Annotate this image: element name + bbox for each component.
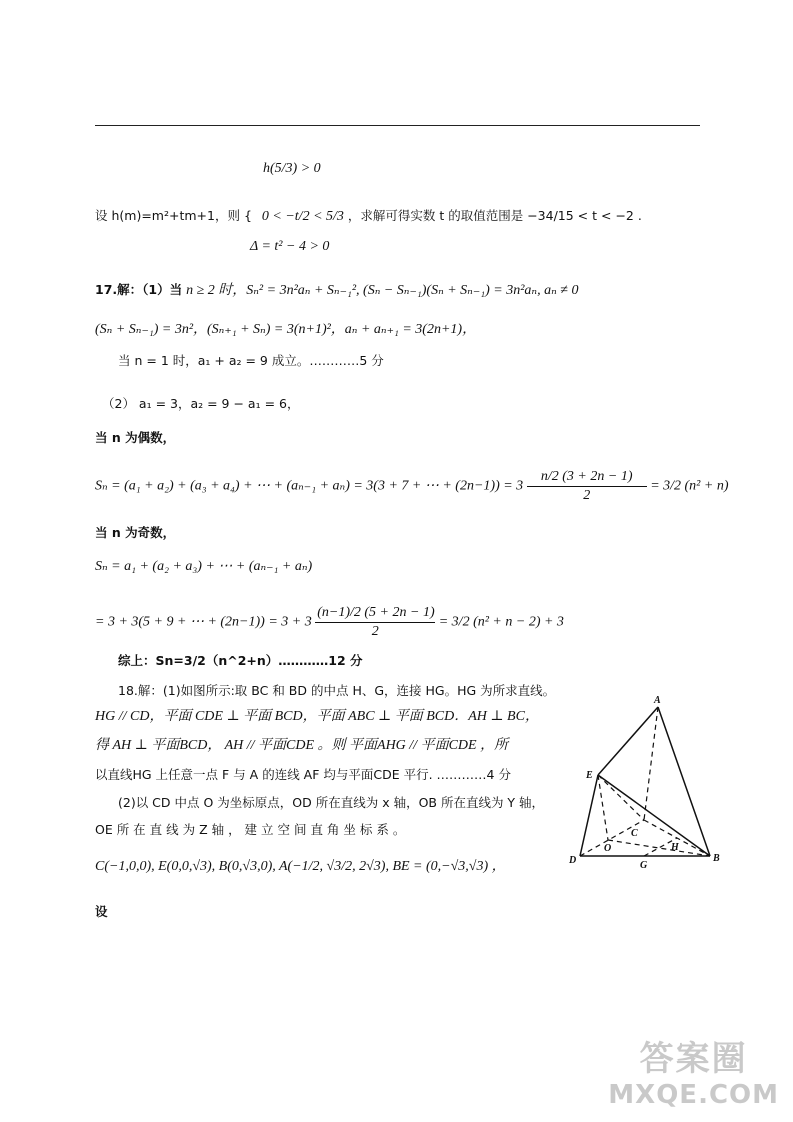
- text-range-ineq: 0 < −t/2 < 5/3: [261, 209, 344, 224]
- fraction-even: [527, 468, 647, 505]
- text-set-h: 设 h(m)=m²+tm+1，则 {: [95, 208, 252, 223]
- line-18-ah: 得 AH ⊥ 平面BCD， AH // 平面CDE 。则 平面AHG // 平面CDE ，所: [95, 738, 509, 753]
- line-18-coords: C(−1,0,0), E(0,0,√3), B(0,√3,0), A(−1/2, √3/2, 2√3), BE = (0,−√3,√3) ，: [95, 859, 506, 874]
- edge-EB: [598, 775, 710, 856]
- line-17-start: [95, 281, 578, 300]
- fraction-odd-num: (n−1)/2 (5 + 2n − 1): [315, 604, 435, 623]
- label-A: A: [654, 695, 661, 706]
- line-17-n1: 当 n = 1 时，a₁ + a₂ = 9 成立。…………5 分: [118, 353, 384, 368]
- heading-17: 17.解：（1）当: [95, 282, 183, 297]
- edge-AB: [658, 707, 710, 856]
- line-18-part2: (2)以 CD 中点 O 为坐标原点，OD 所在直线为 x 轴，OB 所在直线为 Y 轴，: [118, 795, 545, 810]
- label-O: O: [604, 843, 612, 854]
- line-discriminant: Δ = t² − 4 > 0: [250, 239, 330, 254]
- line-even-sum: [95, 468, 729, 505]
- text-even-sum: Sₙ = (a₁ + a₂) + (a₃ + a₄) + ⋯ + (aₙ₋₁ + aₙ) = 3(3 + 7 + ⋯ + (2n−1)) = 3: [95, 478, 524, 494]
- text-odd-result: = 3/2 (n² + n − 2) + 3: [438, 614, 564, 630]
- fraction-odd-den: 2: [371, 624, 379, 639]
- label-C: C: [631, 828, 638, 839]
- label-G: G: [640, 860, 648, 871]
- label-E: E: [586, 770, 593, 781]
- line-set-h: [95, 207, 642, 226]
- line-even-case: 当 n 为偶数，: [95, 430, 176, 445]
- line-odd-sum: Sₙ = a₁ + (a₂ + a₃) + ⋯ + (aₙ₋₁ + aₙ): [95, 559, 313, 574]
- line-h-condition: h(5/3) > 0: [263, 161, 321, 176]
- watermark-logo: 答案圈: [639, 1039, 748, 1079]
- line-17-part2: （2） a₁ = 3，a₂ = 9 − a₁ = 6，: [102, 396, 300, 411]
- header-rule: [95, 125, 700, 126]
- fraction-odd: [315, 604, 435, 641]
- watermark: [608, 1031, 779, 1110]
- line-17-eq2: (Sₙ + Sₙ₋₁) = 3n²，(Sₙ₊₁ + Sₙ) = 3(n+1)²，aₙ + aₙ₊₁ = 3(2n+1)，: [95, 322, 477, 337]
- edge-EC: [598, 775, 644, 820]
- line-conclusion: 综上：Sn=3/2（n^2+n）…………12 分: [118, 653, 363, 668]
- fraction-even-den: 2: [583, 488, 591, 503]
- text-17-eq1: n ≥ 2 时，Sₙ² = 3n²aₙ + Sₙ₋₁², (Sₙ − Sₙ₋₁)(Sₙ + Sₙ₋₁) = 3n²aₙ, aₙ ≠ 0: [186, 283, 579, 298]
- tetrahedron-figure: [560, 690, 730, 875]
- edge-ED: [580, 775, 598, 856]
- label-D: D: [569, 855, 577, 866]
- edge-AC: [644, 707, 658, 820]
- label-H: H: [671, 842, 679, 853]
- segment-EO: [598, 775, 608, 840]
- text-odd-eval: = 3 + 3(5 + 9 + ⋯ + (2n−1)) = 3 + 3: [95, 614, 312, 630]
- line-18-axes: OE 所 在 直 线 为 Z 轴 ， 建 立 空 间 直 角 坐 标 系 。: [95, 822, 406, 837]
- text-even-result: = 3/2 (n² + n): [650, 478, 729, 494]
- text-t-range: ，求解可得实数 t 的取值范围是 −34/15 < t < −2 .: [347, 208, 642, 223]
- line-18-hg: HG // CD，平面 CDE ⊥ 平面 BCD，平面 ABC ⊥ 平面 BCD．AH ⊥ BC，: [95, 709, 539, 724]
- line-let: 设: [95, 904, 108, 919]
- watermark-url: MXQE.COM: [608, 1080, 779, 1110]
- line-odd-eval: [95, 604, 564, 641]
- label-B: B: [713, 853, 720, 864]
- line-odd-case: 当 n 为奇数，: [95, 525, 176, 540]
- line-18-start: 18.解：(1)如图所示:取 BC 和 BD 的中点 H、G，连接 HG。HG 为所求直线。: [118, 683, 556, 698]
- line-18-conclude1: 以直线HG 上任意一点 F 与 A 的连线 AF 均与平面CDE 平行. …………4 分: [95, 767, 511, 782]
- edge-AE: [598, 707, 658, 775]
- fraction-even-num: n/2 (3 + 2n − 1): [527, 468, 647, 487]
